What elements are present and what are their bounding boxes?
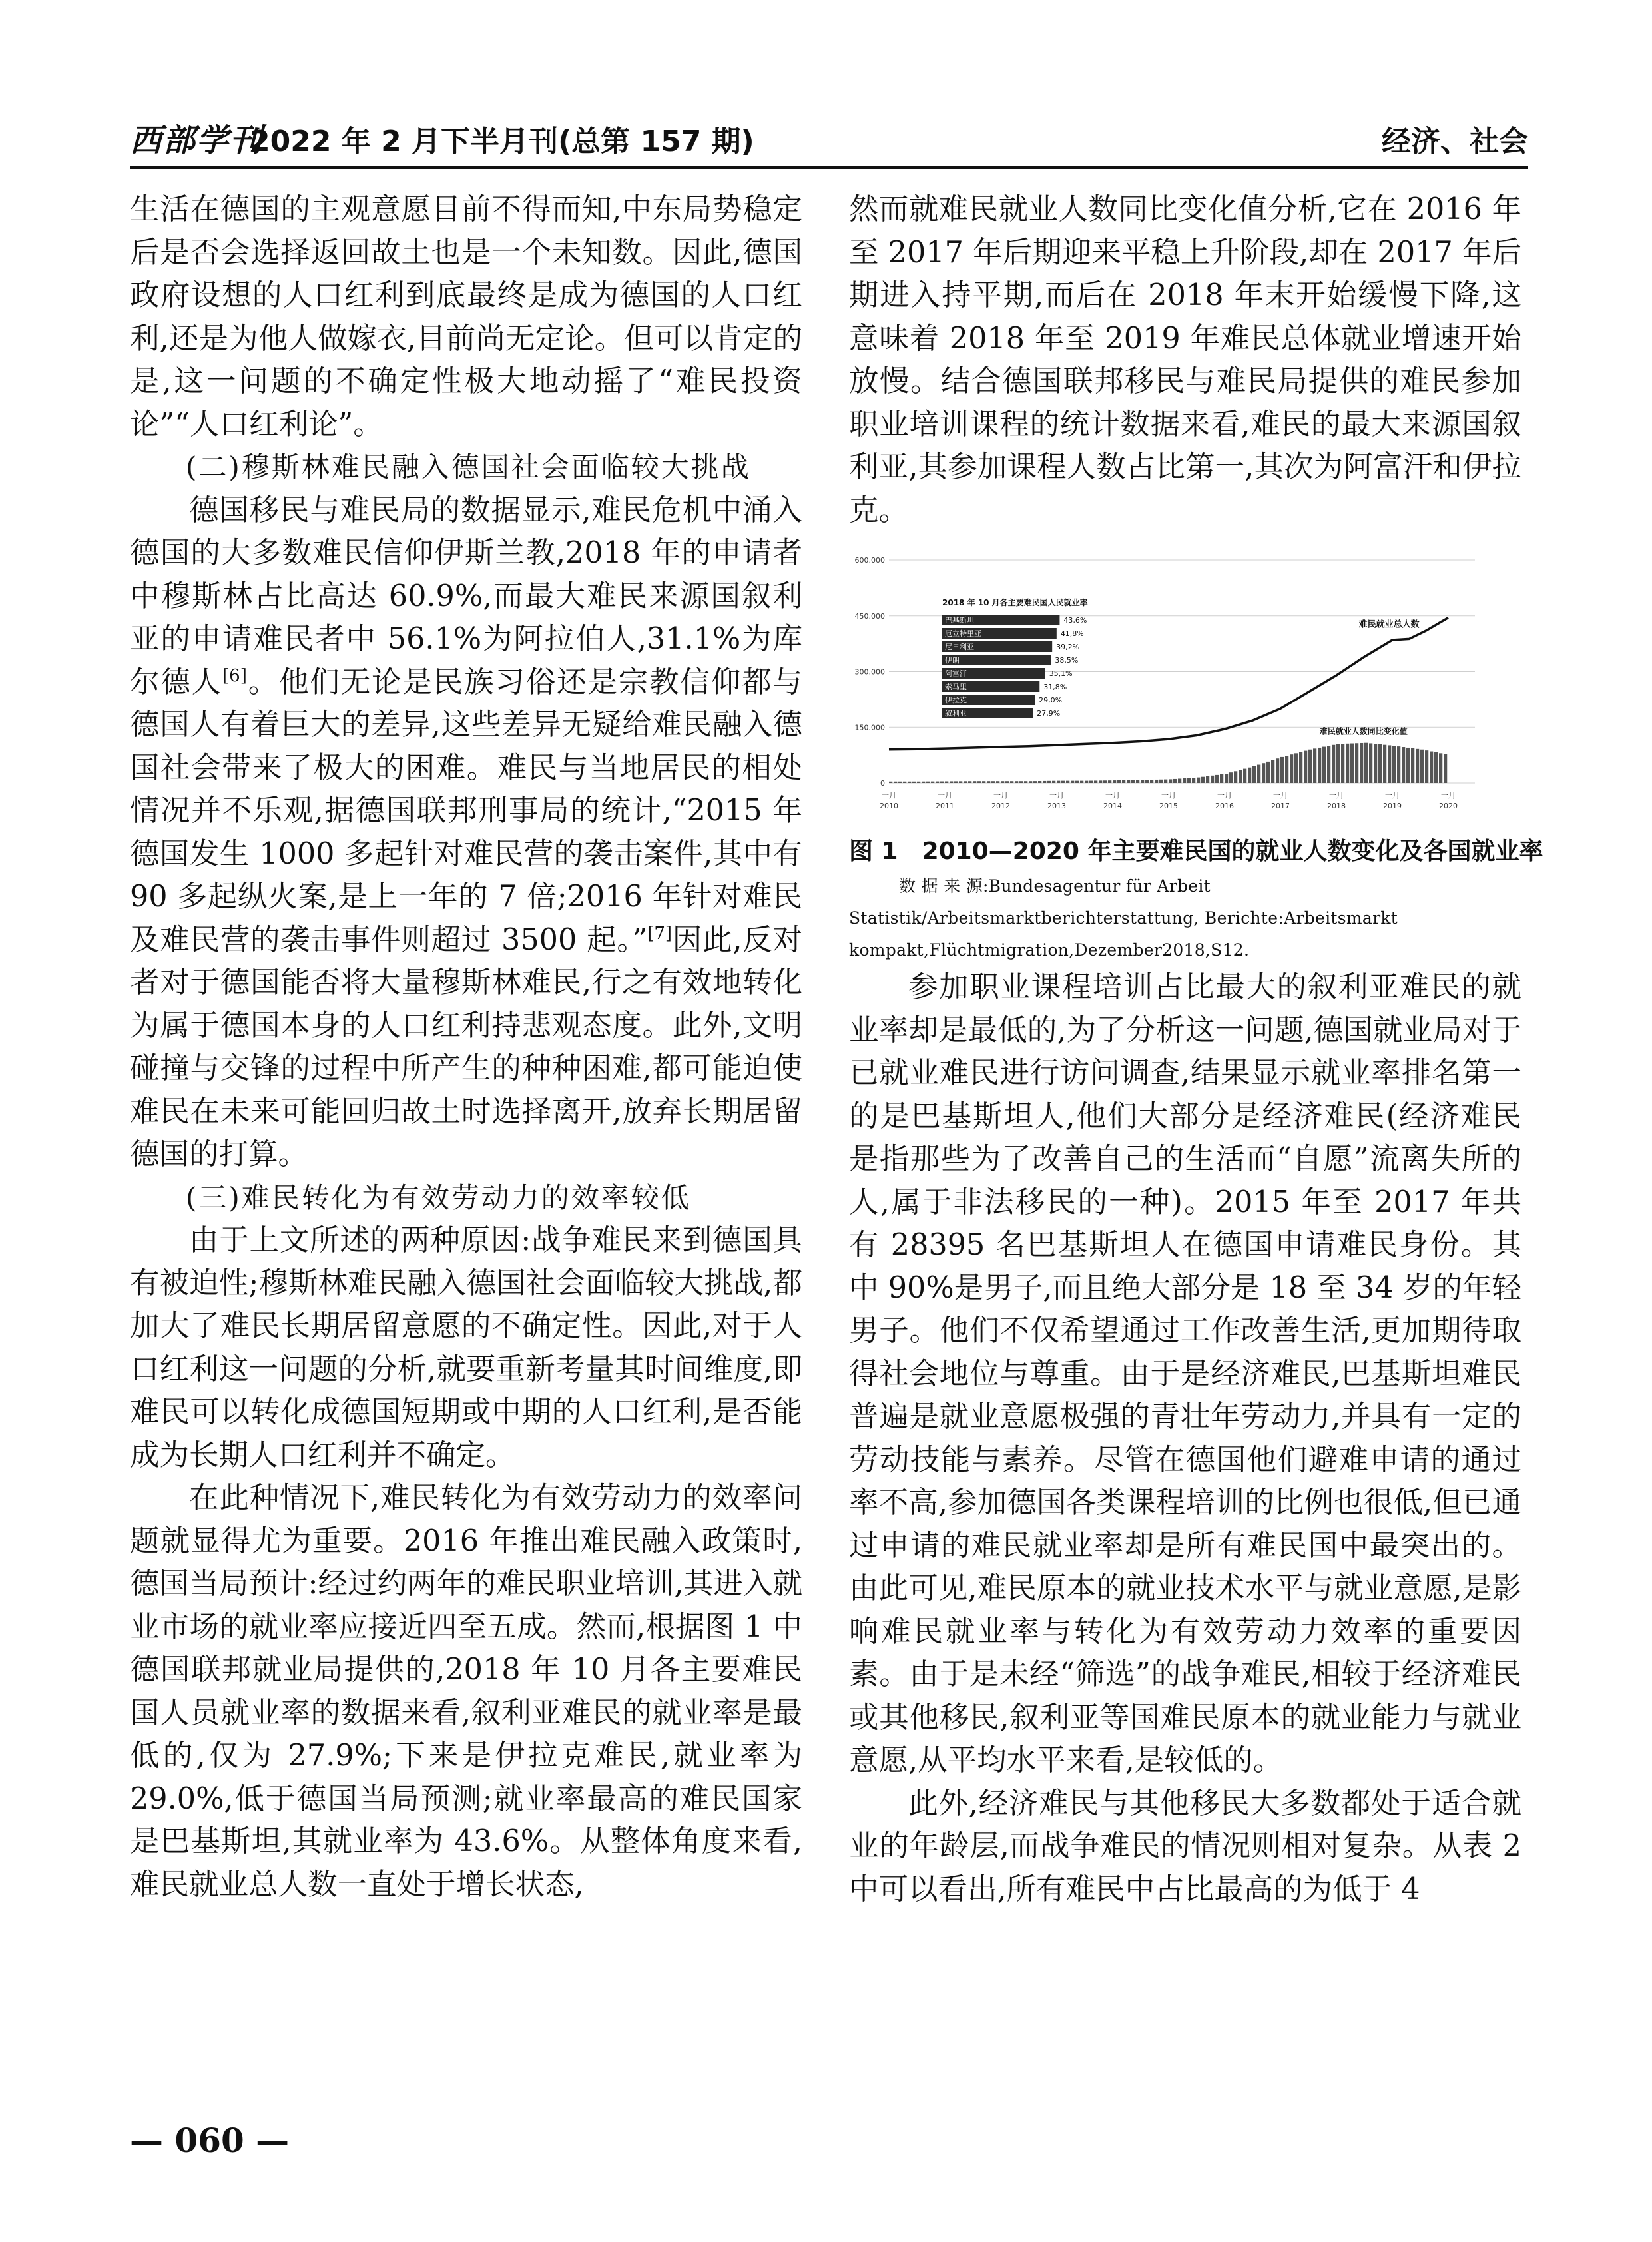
paragraph-text: 。他们无论是民族习俗还是宗教信仰都与德国人有着巨大的差异,这些差异无疑给难民融入德国社会带来了极大的困难。难民与当地居民的相处情况并不乐观,据德国联邦刑事局的统计,“2015 年德国发生 1000 多起针对难民营的袭击案件,其中有 90 多起纵火案,是上一年的 7 倍;2016 年针对难民及难民营的袭击事件则超过 3500 起。” <box>130 665 802 957</box>
change-bar <box>982 781 985 783</box>
x-tick-label: 一月 <box>1273 791 1288 800</box>
inset-value-label: 38,5% <box>1055 656 1079 665</box>
change-bar <box>1327 746 1330 783</box>
change-bar <box>1336 744 1340 783</box>
change-bar <box>1029 781 1032 783</box>
change-bar <box>964 781 967 783</box>
change-bar <box>1131 780 1135 783</box>
line-series-label: 难民就业总人数 <box>1358 619 1420 630</box>
y-tick-label: 450.000 <box>854 611 885 621</box>
change-bar <box>1141 780 1144 783</box>
change-bar <box>1071 781 1074 783</box>
change-bar <box>1057 781 1060 783</box>
change-bar <box>1378 744 1382 783</box>
change-bar <box>1019 781 1023 783</box>
change-bar <box>1164 780 1167 783</box>
change-bar <box>1206 776 1209 783</box>
change-bar <box>1434 752 1438 783</box>
change-bar <box>1094 780 1097 783</box>
inset-value-label: 41,8% <box>1060 629 1084 638</box>
change-bar <box>1010 781 1013 783</box>
change-bar <box>1364 743 1368 783</box>
change-bar <box>977 781 981 783</box>
change-bar <box>1117 780 1121 783</box>
x-tick-label: 2020 <box>1439 802 1458 810</box>
change-bar <box>1276 758 1279 783</box>
change-bar <box>1439 753 1442 783</box>
inset-category-label: 索马里 <box>945 683 967 691</box>
change-bar <box>1122 780 1125 783</box>
change-bar <box>912 782 916 783</box>
change-bar <box>1155 780 1158 783</box>
change-bar <box>1015 781 1018 783</box>
page-number: — 060 — <box>130 2121 290 2160</box>
inset-value-label: 31,8% <box>1043 683 1067 691</box>
change-bar <box>991 781 995 783</box>
change-bar <box>1038 781 1041 783</box>
change-bar <box>1136 780 1139 783</box>
change-bar <box>1052 781 1055 783</box>
change-bar <box>926 782 930 783</box>
change-bar <box>1024 781 1027 783</box>
change-bar <box>1183 778 1186 783</box>
change-bar <box>1290 754 1293 783</box>
figure-caption: 图 1 2010—2020 年主要难民国的就业人数变化及各国就业率 <box>849 838 1543 865</box>
change-bar <box>1266 762 1270 783</box>
change-bar <box>1113 780 1116 783</box>
employment-chart <box>849 547 1521 833</box>
x-tick-label: 2014 <box>1103 802 1122 810</box>
change-bar <box>1420 750 1424 783</box>
change-bar <box>1425 750 1428 783</box>
change-bar <box>1005 781 1009 783</box>
inset-category-label: 伊拉克 <box>945 696 967 704</box>
change-bar <box>1108 780 1111 783</box>
change-bar <box>1406 748 1410 783</box>
change-bar <box>1397 746 1400 783</box>
change-bar <box>1201 777 1205 783</box>
change-bar <box>889 782 892 783</box>
change-bar <box>1252 766 1256 783</box>
paragraph-text: 因此,反对者对于德国能否将大量穆斯林难民,行之有效地转化为属于德国本身的人口红利持悲观态度。此外,文明碰撞与交锋的过程中所产生的种种困难,都可能迫使难民在未来可能回归故土时选择离开,放弃长期居留德国的打算。 <box>130 922 802 1171</box>
change-bar <box>1085 781 1088 783</box>
change-bar <box>1271 760 1274 783</box>
change-bar <box>1243 769 1246 783</box>
change-bar <box>1099 780 1102 783</box>
change-bar <box>1280 757 1284 783</box>
change-bar <box>954 781 958 783</box>
x-tick-label: 一月 <box>993 791 1008 800</box>
paragraph: 生活在德国的主观意愿目前不得而知,中东局势稳定后是否会选择返回故土也是一个未知数。因此,德国政府设想的人口红利到底最终是成为德国的人口红利,还是为他人做嫁衣,目前尚无定论。但可以肯定的是,这一问题的不确定性极大地动摇了“难民投资论”“人口红利论”。 <box>130 192 802 441</box>
change-bar <box>1061 781 1065 783</box>
x-tick-label: 2017 <box>1271 802 1290 810</box>
change-bar <box>1392 746 1396 783</box>
x-tick-label: 一月 <box>1217 791 1232 800</box>
inset-category-label: 厄立特里亚 <box>945 629 981 638</box>
paragraph: 此外,经济难民与其他移民大多数都处于适合就业的年龄层,而战争难民的情况则相对复杂。从表 2 中可以看出,所有难民中占比最高的为低于 4 <box>849 1786 1521 1906</box>
change-bar <box>1169 779 1172 783</box>
x-tick-label: 2012 <box>991 802 1010 810</box>
inset-value-label: 39,2% <box>1056 643 1080 651</box>
y-tick-label: 300.000 <box>854 667 885 677</box>
change-bar <box>1047 781 1051 783</box>
change-bar <box>898 782 902 783</box>
change-bar <box>1350 744 1354 783</box>
change-bar <box>1089 781 1093 783</box>
paragraph: 在此种情况下,难民转化为有效劳动力的效率问题就显得尤为重要。2016 年推出难民融入政策时,德国当局预计:经过约两年的难民职业培训,其进入就业市场的就业率应接近四至五成。然而,根据图 1 中德国联邦就业局提供的,2018 年 10 月各主要难民国人员就业率的数据来看,叙利亚难民的就业率是最低的,仅为 27.9%;下来是伊拉克难民,就业率为 29.0%,低于德国当局预测;就业率最高的难民国家是巴基斯坦,其就业率为 43.6%。从整体角度来看,难民就业总人数一直处于增长状态, <box>130 1481 802 1902</box>
y-tick-label: 0 <box>880 779 885 788</box>
change-bar <box>894 782 897 783</box>
change-bar <box>973 781 976 783</box>
x-tick-label: 一月 <box>1441 791 1456 800</box>
x-tick-label: 2010 <box>880 802 898 810</box>
change-bar <box>917 782 920 783</box>
change-bar <box>1341 744 1344 783</box>
change-bar <box>1257 765 1260 783</box>
change-bar <box>1299 752 1302 783</box>
change-bar <box>936 782 939 783</box>
change-bar <box>1411 748 1414 783</box>
change-bar <box>1383 745 1386 783</box>
change-bar <box>940 782 944 783</box>
change-bar <box>931 782 934 783</box>
change-bar <box>1043 781 1046 783</box>
right-column <box>849 188 1543 1911</box>
x-tick-label: 2019 <box>1383 802 1402 810</box>
bar-series-label: 难民就业人数同比变化值 <box>1319 726 1408 736</box>
change-bar <box>1173 779 1177 783</box>
change-bar <box>1304 751 1307 783</box>
inset-value-label: 27,9% <box>1037 709 1061 718</box>
change-bar <box>1178 778 1181 783</box>
x-tick-label: 一月 <box>1049 791 1064 800</box>
change-bar <box>1355 743 1358 783</box>
change-bar <box>1220 774 1223 783</box>
x-tick-label: 一月 <box>1385 791 1400 800</box>
change-bar <box>1127 780 1130 783</box>
change-bar <box>1374 744 1377 783</box>
page-header <box>130 112 1528 169</box>
left-column <box>130 188 802 1906</box>
inset-title: 2018 年 10 月各主要难民国人民就业率 <box>942 598 1088 607</box>
section-title: 经济、社会 <box>1382 125 1528 158</box>
inset-value-label: 29,0% <box>1039 696 1063 704</box>
change-bar <box>1080 781 1083 783</box>
x-tick-label: 2016 <box>1215 802 1234 810</box>
y-tick-label: 150.000 <box>854 723 885 732</box>
figure-1 <box>849 547 1521 833</box>
x-tick-label: 一月 <box>1105 791 1120 800</box>
inset-value-label: 43,6% <box>1063 616 1087 625</box>
change-bar <box>908 782 911 783</box>
subheading: (三)难民转化为有效劳动力的效率较低 <box>186 1181 691 1214</box>
change-bar <box>1308 750 1312 783</box>
change-bar <box>1369 743 1372 783</box>
inset-category-label: 阿富汗 <box>945 669 967 678</box>
change-bar <box>1225 774 1228 783</box>
change-bar <box>987 781 990 783</box>
paragraph: 然而就难民就业人数同比变化值分析,它在 2016 年至 2017 年后期迎来平稳上升阶段,却在 2017 年后期进入持平期,而后在 2018 年末开始缓慢下降,这意味着 2018 年至 2019 年难民总体就业增速开始放慢。结合德国联邦移民与难民局提供的难民参加职业培训课程的统计数据来看,难民的最大来源国叙利亚,其参加课程人数占比第一,其次为阿富汗和伊拉克。 <box>849 192 1521 527</box>
figure-source: 数 据 来 源:Bundesagentur für Arbeit Statistik/Arbeitsmarktberichterstattung, Berichte:Arbeitsmarkt kompakt,Flüchtmigration,Dezember2018,S12. <box>849 876 1398 960</box>
issue-info: 2022 年 2 月下半月刊(总第 157 期) <box>250 125 754 158</box>
change-bar <box>1103 780 1107 783</box>
y-tick-label: 600.000 <box>854 556 885 565</box>
change-bar <box>1066 781 1069 783</box>
inset-value-label: 35,1% <box>1049 669 1073 678</box>
paragraph-text: 德国移民与难民局的数据显示,难民危机中涌入德国的大多数难民信仰伊斯兰教,2018 年的申请者中穆斯林占比高达 60.9%,而最大难民来源国叙利亚的申请难民者中 56.1%为阿拉伯人,31.1%为库尔德人 <box>130 493 802 699</box>
change-bar <box>1150 780 1153 783</box>
x-tick-label: 一月 <box>1329 791 1344 800</box>
x-tick-label: 一月 <box>1161 791 1176 800</box>
change-bar <box>1075 781 1079 783</box>
paragraph: 参加职业课程培训占比最大的叙利亚难民的就业率却是最低的,为了分析这一问题,德国就业局对于已就业难民进行访问调查,结果显示就业率排名第一的是巴基斯坦人,他们大部分是经济难民(经济难民是指那些为了改善自己的生活而“自愿”流离失所的人,属于非法移民的一种)。2015 年至 2017 年共有 28395 名巴基斯坦人在德国申请难民身份。其中 90%是男子,而且绝大部分是 18 至 34 岁的年轻男子。他们不仅希望通过工作改善生活,更加期待取得社会地位与尊重。由于是经济难民,巴基斯坦难民普遍是就业意愿极强的青壮年劳动力,并具有一定的劳动技能与素养。尽管在德国他们避难申请的通过率不高,参加德国各类课程培训的比例也很低,但已通过申请的难民就业率却是所有难民国中最突出的。由此可见,难民原本的就业技术水平与就业意愿,是影响难民就业率与转化为有效劳动力效率的重要因素。由于是未经“筛选”的战争难民,相较于经济难民或其他移民,叙利亚等国难民原本的就业能力与就业意愿,从平均水平来看,是较低的。 <box>849 970 1521 1777</box>
reference-7[interactable]: [7] <box>647 923 673 944</box>
x-tick-label: 一月 <box>882 791 896 800</box>
change-bar <box>1262 763 1265 783</box>
change-bar <box>1313 748 1316 783</box>
change-bar <box>1332 745 1335 783</box>
change-bar <box>1322 747 1326 783</box>
change-bar <box>1388 745 1391 783</box>
change-bar <box>1211 776 1214 783</box>
inset-category-label: 巴基斯坦 <box>945 616 974 625</box>
x-tick-label: 一月 <box>938 791 952 800</box>
change-bar <box>1229 772 1233 783</box>
change-bar <box>1033 781 1037 783</box>
change-bar <box>1294 753 1298 783</box>
journal-logo: 西部学刊 <box>130 122 264 159</box>
change-bar <box>1187 778 1191 783</box>
change-bar <box>1416 749 1419 783</box>
x-tick-label: 2015 <box>1159 802 1178 810</box>
change-bar <box>1234 771 1237 783</box>
change-bar <box>922 782 925 783</box>
change-bar <box>1285 756 1288 783</box>
change-bar <box>1239 770 1242 783</box>
change-bar <box>950 781 953 783</box>
change-bar <box>1360 743 1363 783</box>
change-bar <box>996 781 999 783</box>
change-bar <box>1318 748 1321 783</box>
change-bar <box>1159 780 1163 783</box>
change-bar <box>945 781 948 783</box>
change-bar <box>1215 775 1219 783</box>
reference-6[interactable]: [6] <box>222 665 247 686</box>
inset-category-label: 伊朗 <box>945 656 960 665</box>
inset-category-label: 叙利亚 <box>945 709 967 718</box>
inset-category-label: 尼日利亚 <box>945 643 974 651</box>
change-bar <box>1402 747 1405 783</box>
paragraph: 由于上文所述的两种原因:战争难民来到德国具有被迫性;穆斯林难民融入德国社会面临较大挑战,都加大了难民长期居留意愿的不确定性。因此,对于人口红利这一问题的分析,就要重新考量其时间维度,即难民可以转化成德国短期或中期的人口红利,是否能成为长期人口红利并不确定。 <box>130 1223 802 1472</box>
change-bar <box>1145 780 1149 783</box>
change-bar <box>968 781 971 783</box>
change-bar <box>1346 744 1349 783</box>
change-bar <box>959 781 962 783</box>
x-tick-label: 2011 <box>936 802 954 810</box>
x-tick-label: 2018 <box>1327 802 1346 810</box>
change-bar <box>1001 781 1004 783</box>
change-bar <box>1444 754 1447 783</box>
change-bar <box>1192 778 1195 783</box>
change-bar <box>1430 752 1433 783</box>
x-tick-label: 2013 <box>1047 802 1066 810</box>
change-bar <box>903 782 906 783</box>
paragraph <box>130 489 802 1177</box>
change-bar <box>1248 768 1251 783</box>
change-bar <box>1197 778 1200 783</box>
subheading: (二)穆斯林难民融入德国社会面临较大挑战 <box>186 451 751 483</box>
